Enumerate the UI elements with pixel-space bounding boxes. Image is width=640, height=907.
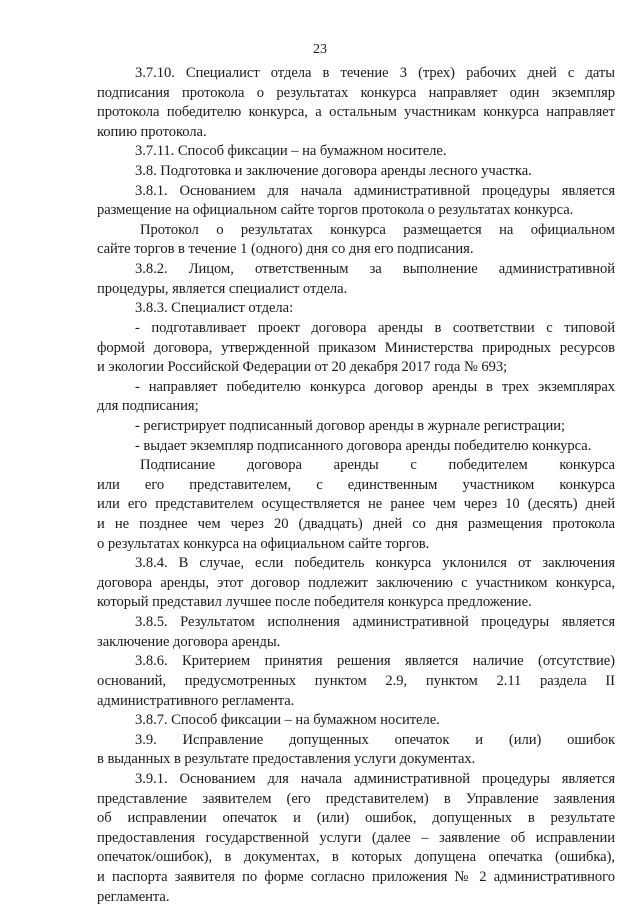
text-line: 3.8.5. Результатом исполнения административной процедуры является <box>135 614 615 631</box>
section-heading-3-9 <box>97 731 615 770</box>
text-line: 3.8.2. Лицом, ответственным за выполнение административной <box>135 261 615 278</box>
text-line: подписания протокола о результатах конкурса направляет один экземпляр <box>97 84 615 101</box>
paragraph-3-8-7 <box>97 711 615 731</box>
text-line: и не позднее чем через 20 (двадцать) дней со дня размещения протокола <box>97 516 615 533</box>
text-line: 3.7.10. Специалист отдела в течение 3 (трех) рабочих дней с даты <box>135 65 615 81</box>
list-item-issue-copy <box>97 437 615 457</box>
text-line: который представил лучшее после победителя конкурса предложение. <box>97 594 532 611</box>
section-heading-3-8 <box>97 162 615 182</box>
text-line: копию протокола. <box>97 123 207 140</box>
text-line: 3.8.4. В случае, если победитель конкурса уклонился от заключения <box>135 555 615 572</box>
text-line: об исправлении опечаток и (или) ошибок, допущенных в результате <box>97 810 615 827</box>
text-line: о результатах конкурса на официальном сайте торгов. <box>97 535 430 552</box>
text-line: процедуры, является специалист отдела. <box>97 280 348 297</box>
text-line: сайте торгов в течение 1 (одного) дня со дня его подписания. <box>97 241 474 258</box>
text-line: и паспорта заявителя по форме согласно приложения № 2 административного <box>97 868 615 885</box>
text-line: в выданных в результате предоставления услуги документах. <box>97 751 476 768</box>
list-item-prepare-draft <box>97 319 615 378</box>
paragraph-3-8-1 <box>97 182 615 221</box>
text-line: опечаток/ошибок), в документах, в которых допущена опечатка (ошибка), <box>97 849 615 866</box>
text-line: 3.9.1. Основанием для начала административной процедуры является <box>135 770 615 787</box>
text-line: или его представителем, с единственным участником конкурса <box>97 476 615 493</box>
text-line: - подготавливает проект договора аренды в соответствии с типовой <box>135 319 615 336</box>
text-line: - регистрирует подписанный договор аренды в журнале регистрации; <box>135 417 565 434</box>
text-line: 3.8.3. Специалист отдела: <box>135 300 294 317</box>
list-item-register-contract <box>97 417 615 437</box>
text-line: - выдает экземпляр подписанного договора аренды победителю конкурса. <box>135 437 592 454</box>
paragraph-3-8-3 <box>97 299 615 319</box>
text-line: договора аренды, этот договор подлежит заключению с участником конкурса, <box>97 574 615 591</box>
text-line: административного регламента. <box>97 692 295 709</box>
paragraph-3-8-5 <box>97 613 615 652</box>
text-line: представление заявителем (его представителем) в Управление заявления <box>97 790 615 807</box>
paragraph-3-8-2 <box>97 260 615 299</box>
text-line: формой договора, утвержденной приказом Министерства природных ресурсов <box>97 339 615 356</box>
paragraph-3-9-1 <box>97 770 615 907</box>
text-line: и экологии Российской Федерации от 20 декабря 2017 года № 693; <box>97 359 508 376</box>
text-line: 3.8.6. Критерием принятия решения является наличие (отсутствие) <box>135 653 615 670</box>
text-line: - направляет победителю конкурса договор аренды в трех экземплярах <box>135 378 615 395</box>
text-line: протокола победителю конкурса, а остальным участникам конкурса направляет <box>97 104 615 121</box>
paragraph-protocol-publication <box>97 221 615 260</box>
text-line: 3.8.7. Способ фиксации – на бумажном носителе. <box>135 712 440 729</box>
paragraph-3-8-6 <box>97 652 615 711</box>
paragraph-3-8-4 <box>97 554 615 613</box>
text-line: 3.8.1. Основанием для начала административной процедуры является <box>135 182 615 199</box>
text-line: размещение на официальном сайте торгов протокола о результатах конкурса. <box>97 202 574 219</box>
text-line: 3.9. Исправление допущенных опечаток и (или) ошибок <box>135 731 615 748</box>
document-body <box>97 64 615 907</box>
text-line: регламента. <box>97 888 170 905</box>
page-number: 23 <box>313 42 327 57</box>
list-item-send-contract <box>97 378 615 417</box>
text-line: 3.7.11. Способ фиксации – на бумажном носителе. <box>135 143 447 160</box>
paragraph-contract-signing <box>97 456 615 554</box>
paragraph-3-7-10 <box>97 64 615 142</box>
paragraph-3-7-11 <box>97 142 615 162</box>
text-line: 3.8. Подготовка и заключение договора аренды лесного участка. <box>135 163 532 180</box>
text-line: заключение договора аренды. <box>97 633 281 650</box>
text-line: или его представителем осуществляется не ранее чем через 10 (десять) дней <box>97 496 615 513</box>
text-line: для подписания; <box>97 398 199 415</box>
text-line: Протокол о результатах конкурса размещается на официальном <box>140 221 615 238</box>
text-line: оснований, предусмотренных пунктом 2.9, пунктом 2.11 раздела II <box>97 672 615 689</box>
text-line: предоставления государственной услуги (далее – заявление об исправлении <box>97 829 615 846</box>
text-line: Подписание договора аренды с победителем конкурса <box>140 457 615 474</box>
